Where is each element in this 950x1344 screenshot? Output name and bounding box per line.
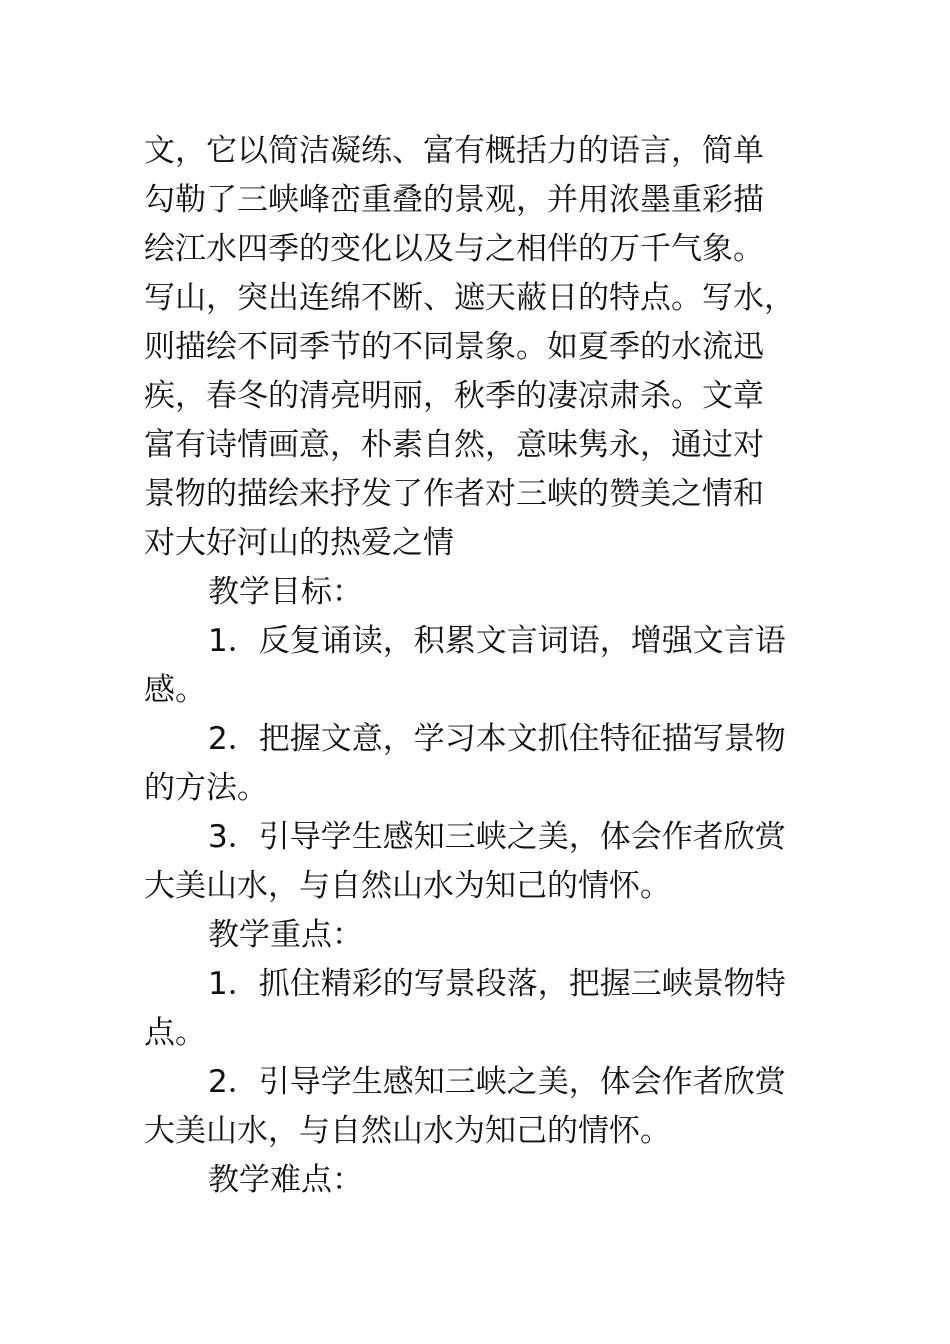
document-body	[144, 127, 808, 1205]
text-line: 勾勒了三峡峰峦重叠的景观，并用浓墨重彩描	[144, 182, 764, 218]
text-line: 对大好河山的热爱之情	[144, 525, 454, 561]
text-line: 则描绘不同季节的不同景象。如夏季的水流迅	[144, 329, 764, 365]
text-line: 富有诗情画意，朴素自然，意味隽永，通过对	[144, 427, 764, 463]
text-line: 文，它以简洁凝练、富有概括力的语言，简单	[144, 133, 764, 169]
key-point-item-1-continued: 点。	[144, 1015, 206, 1051]
text-line: 景物的描绘来抒发了作者对三峡的赞美之情和	[144, 476, 764, 512]
objective-item-1: 1．反复诵读，积累文言词语，增强文言语	[208, 623, 786, 659]
text-line: 疾，春冬的清亮明丽，秋季的凄凉肃杀。文章	[144, 378, 764, 414]
key-point-item-2: 2．引导学生感知三峡之美，体会作者欣赏	[208, 1064, 786, 1100]
objective-item-2: 2．把握文意，学习本文抓住特征描写景物	[208, 721, 786, 757]
section-heading-objectives: 教学目标：	[208, 574, 363, 610]
text-line: 写山，突出连绵不断、遮天蔽日的特点。写水，	[144, 280, 795, 316]
objective-item-3-continued: 大美山水，与自然山水为知己的情怀。	[144, 868, 671, 904]
objective-item-3: 3．引导学生感知三峡之美，体会作者欣赏	[208, 819, 786, 855]
key-point-item-2-continued: 大美山水，与自然山水为知己的情怀。	[144, 1113, 671, 1149]
objective-item-1-continued: 感。	[144, 672, 206, 708]
objective-item-2-continued: 的方法。	[144, 770, 268, 806]
section-heading-difficulties: 教学难点：	[208, 1162, 363, 1198]
section-heading-key-points: 教学重点：	[208, 917, 363, 953]
text-line: 绘江水四季的变化以及与之相伴的万千气象。	[144, 231, 764, 267]
key-point-item-1: 1．抓住精彩的写景段落，把握三峡景物特	[208, 966, 786, 1002]
